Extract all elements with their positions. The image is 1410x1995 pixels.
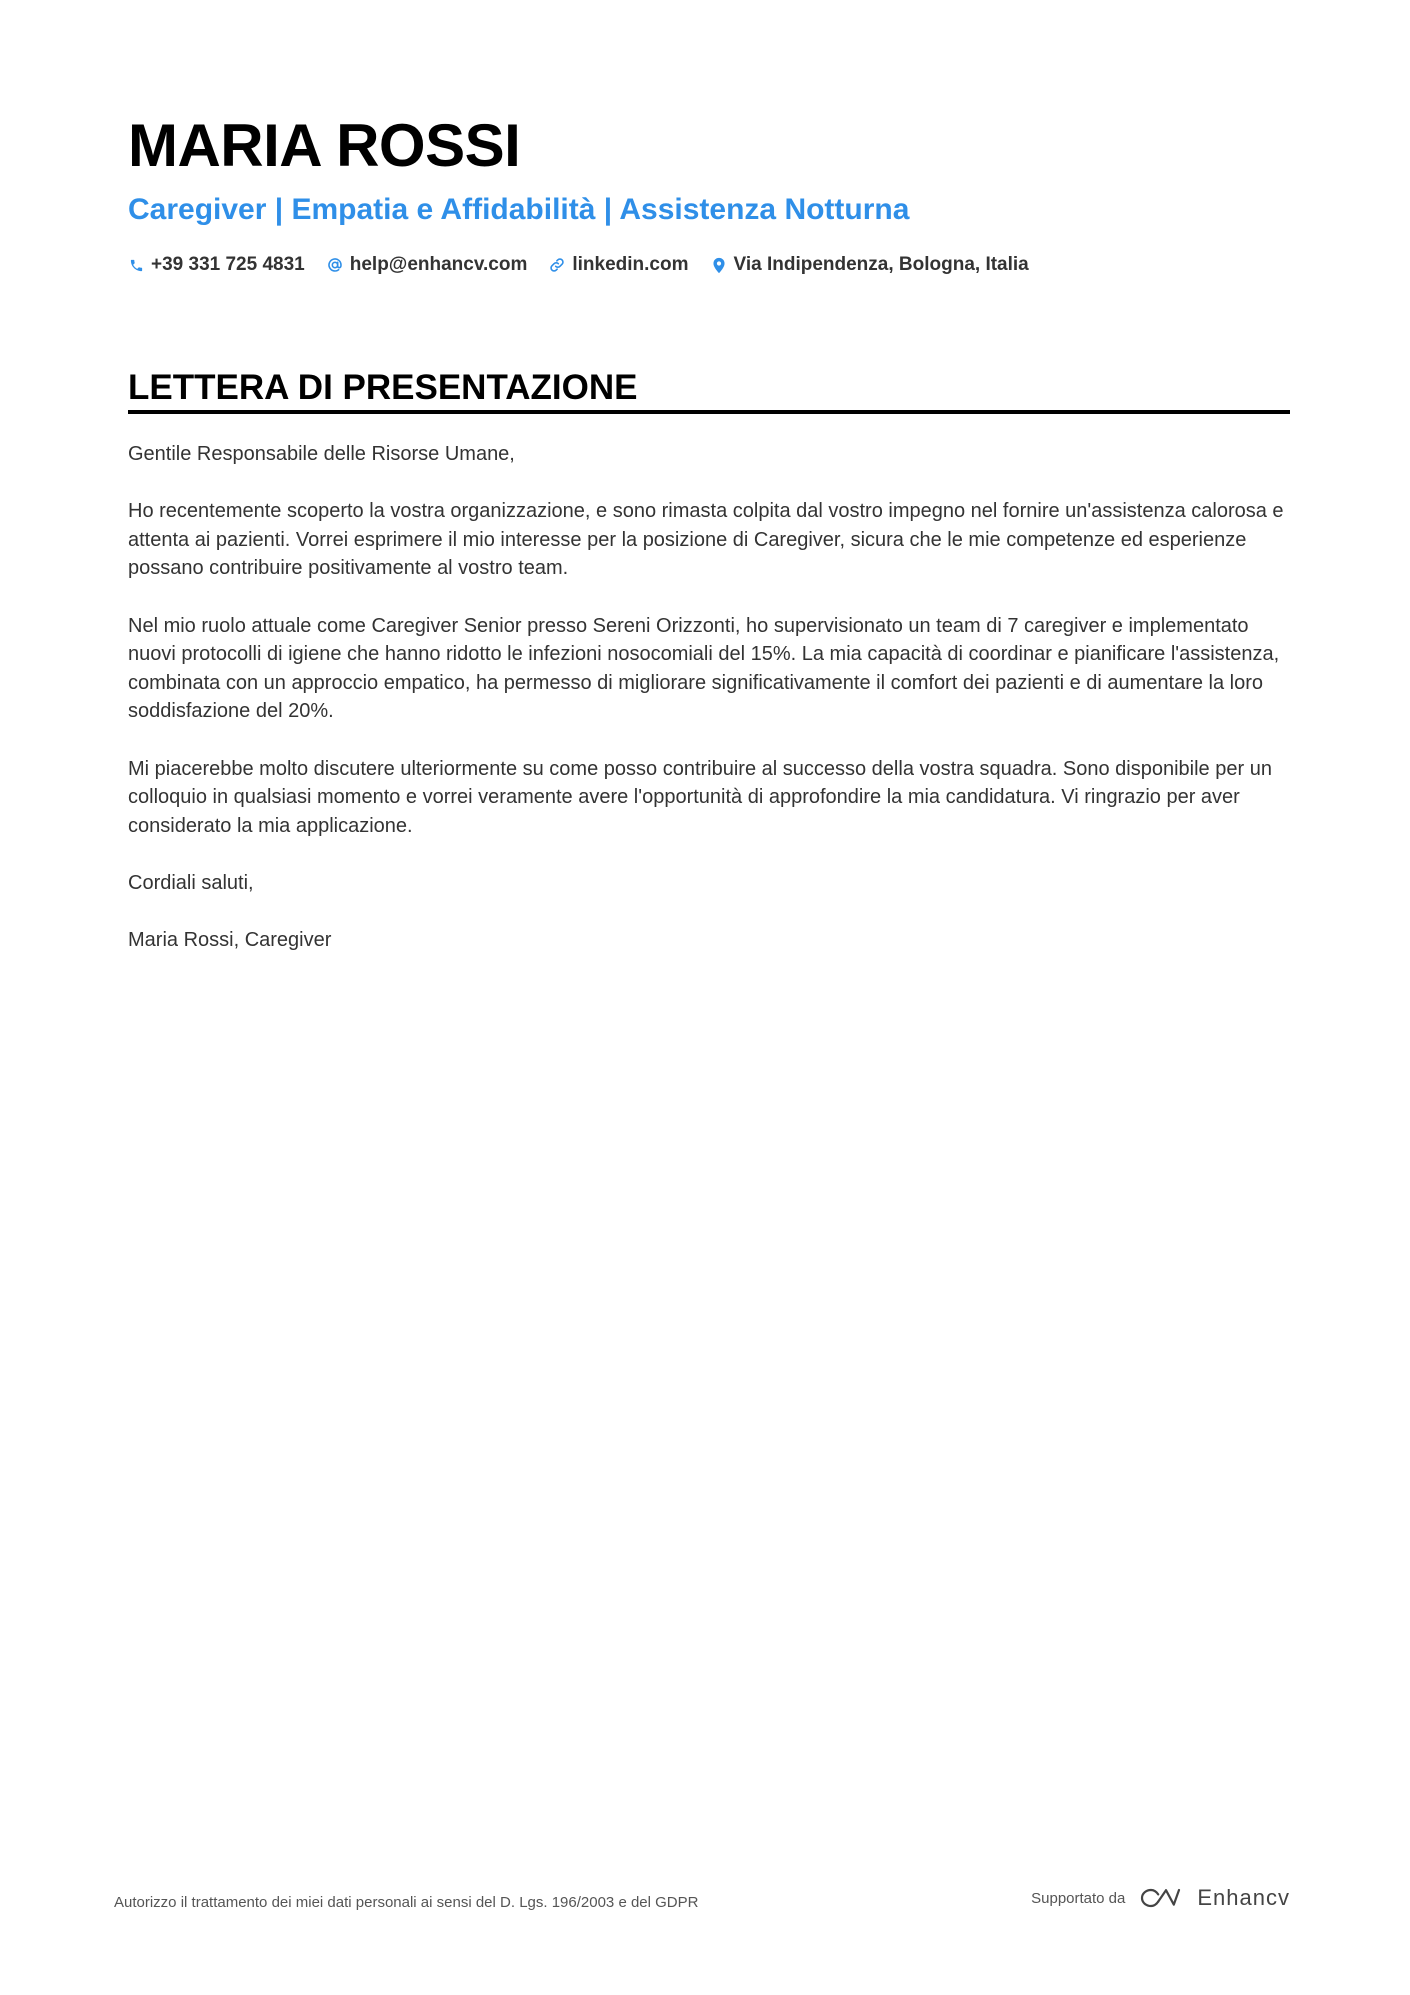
contact-phone-text[interactable]: +39 331 725 4831: [151, 254, 305, 275]
letter-closing: Cordiali saluti,: [128, 871, 254, 894]
letter-paragraph-2: Nel mio ruolo attuale come Caregiver Senior presso Sereni Orizzonti, ho supervisionato un team di 7 caregiver e implementato nuovi protocolli di igiene che hanno ridotto le infezioni nosocomiali del 15%. La mia capacità di coordinar e pianificare l'assistenza, combinata con un approccio empatico, ha permesso di migliorare significativamente il comfort dei pazienti e di aumentare la loro soddisfazione del 20%.: [128, 614, 1280, 723]
contact-linkedin: [549, 254, 688, 276]
contact-linkedin-text[interactable]: linkedin.com: [572, 254, 689, 275]
enhancv-logo-icon: [1137, 1885, 1183, 1911]
section-divider: [128, 410, 1290, 414]
link-icon: [549, 256, 565, 274]
brand-name: Enhancv: [1197, 1885, 1290, 1910]
at-icon: [327, 256, 343, 274]
letter-paragraph-3: Mi piacerebbe molto discutere ulteriormente su come posso contribuire al successo della vostra squadra. Sono disponibile per un colloquio in qualsiasi momento e vorrei veramente avere l'opportunità di approfondire la mia candidatura. Vi ringrazio per aver considerato la mia applicazione.: [128, 757, 1272, 837]
section-title: LETTERA DI PRESENTAZIONE: [128, 368, 638, 407]
letter-salutation: Gentile Responsabile delle Risorse Umane,: [128, 443, 515, 465]
supported-by-label: Supportato da: [1031, 1889, 1126, 1907]
letter-paragraph-1: Ho recentemente scoperto la vostra organizzazione, e sono rimasta colpita dal vostro impegno nel fornire un'assistenza calorosa e attenta ai pazienti. Vorrei esprimere il mio interesse per la posizione di Caregiver, sicura che le mie competenze ed esperienze possano contribuire positivamente al vostro team.: [128, 500, 1284, 580]
contact-bar: [128, 254, 1051, 276]
privacy-consent-note: Autorizzo il trattamento dei miei dati personali ai sensi del D. Lgs. 196/2003 e del GDPR: [114, 1894, 699, 1911]
candidate-tagline: Caregiver | Empatia e Affidabilità | Assistenza Notturna: [128, 193, 910, 226]
contact-address-text: Via Indipendenza, Bologna, Italia: [733, 254, 1029, 275]
contact-phone: [128, 254, 305, 276]
footer-brand: [1031, 1885, 1290, 1911]
phone-icon: [128, 256, 144, 274]
letter-signature: Maria Rossi, Caregiver: [128, 929, 332, 952]
candidate-name: MARIA ROSSI: [128, 112, 521, 179]
contact-email-text[interactable]: help@enhancv.com: [349, 254, 528, 275]
letter-body: [128, 440, 1290, 983]
contact-address: [711, 254, 1029, 276]
location-pin-icon: [711, 256, 727, 274]
contact-email: [327, 254, 528, 276]
